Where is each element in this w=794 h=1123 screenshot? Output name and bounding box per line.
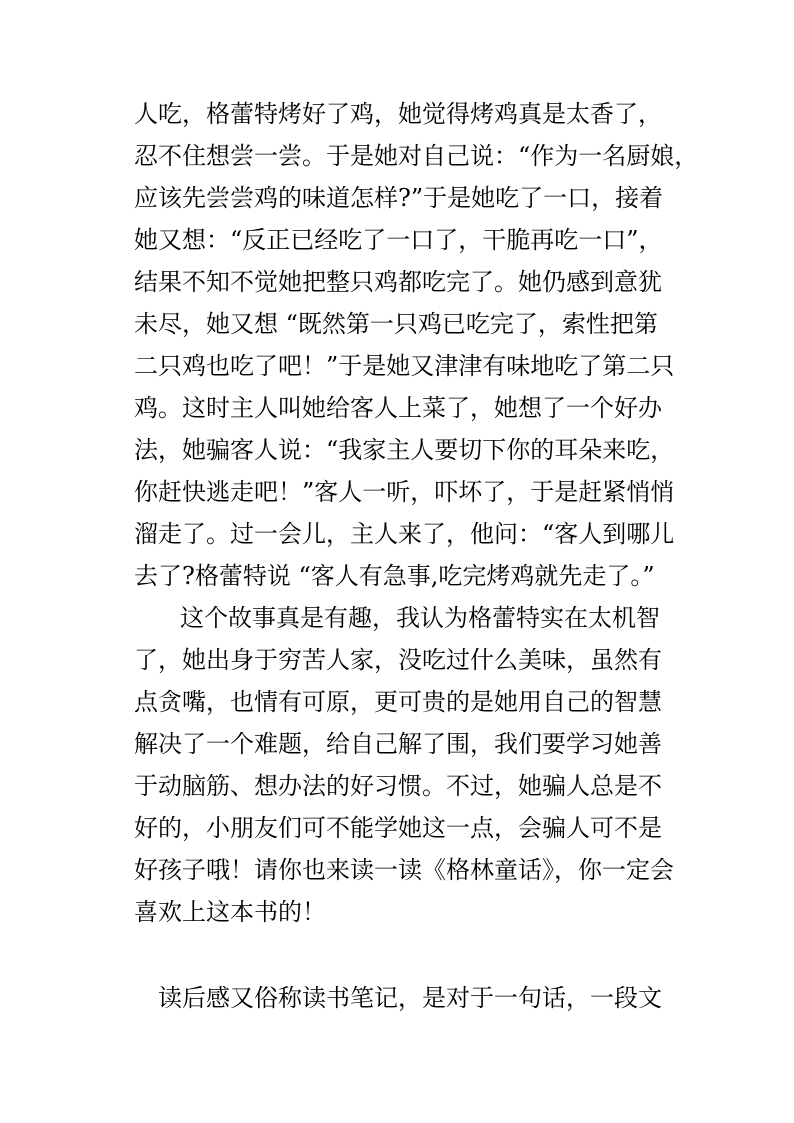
text-line-12: 去了?格蕾特说 “客人有急事,吃完烤鸡就先走了。” — [134, 562, 655, 590]
text-line-14: 了，她出身于穷苦人家，没吃过什么美味，虽然有 — [134, 646, 662, 674]
text-line-15: 点贪嘴，也情有可原，更可贵的是她用自己的智慧 — [134, 688, 662, 716]
next-section-line: 读后感又俗称读书笔记，是对于一句话，一段文 — [158, 984, 662, 1012]
text-line-4: 她又想：“反正已经吃了一口了，干脆再吃一口”， — [134, 226, 663, 254]
text-line-3: 应该先尝尝鸡的味道怎样?”于是她吃了一口，接着 — [134, 184, 664, 212]
text-line-9: 法，她骗客人说：“我家主人要切下你的耳朵来吃， — [134, 436, 675, 464]
text-line-1: 人吃，格蕾特烤好了鸡，她觉得烤鸡真是太香了， — [134, 100, 662, 128]
text-line-16: 解决了一个难题，给自己解了围，我们要学习她善 — [134, 730, 662, 758]
text-line-8: 鸡。这时主人叫她给客人上菜了，她想了一个好办 — [134, 394, 662, 422]
paragraph-start-line: 这个故事真是有趣，我认为格蕾特实在太机智 — [180, 604, 660, 632]
text-line-6: 未尽，她又想 “既然第一只鸡已吃完了，索性把第 — [134, 310, 658, 338]
text-line-10: 你赶快逃走吧！”客人一听，吓坏了，于是赶紧悄悄 — [134, 478, 675, 506]
text-line-11: 溜走了。过一会儿，主人来了，他问：“客人到哪儿 — [134, 520, 675, 548]
text-line-19: 好孩子哦！请你也来读一读《格林童话》，你一定会 — [134, 856, 674, 884]
text-line-5: 结果不知不觉她把整只鸡都吃完了。她仍感到意犹 — [134, 268, 662, 296]
text-line-20: 喜欢上这本书的！ — [134, 898, 326, 926]
text-line-7: 二只鸡也吃了吧！”于是她又津津有味地吃了第二只 — [134, 352, 675, 380]
text-line-17: 于动脑筋、想办法的好习惯。不过，她骗人总是不 — [134, 772, 662, 800]
text-line-18: 好的，小朋友们可不能学她这一点，会骗人可不是 — [134, 814, 662, 842]
text-line-2: 忍不住想尝一尝。于是她对自己说：“作为一名厨娘， — [134, 142, 699, 170]
